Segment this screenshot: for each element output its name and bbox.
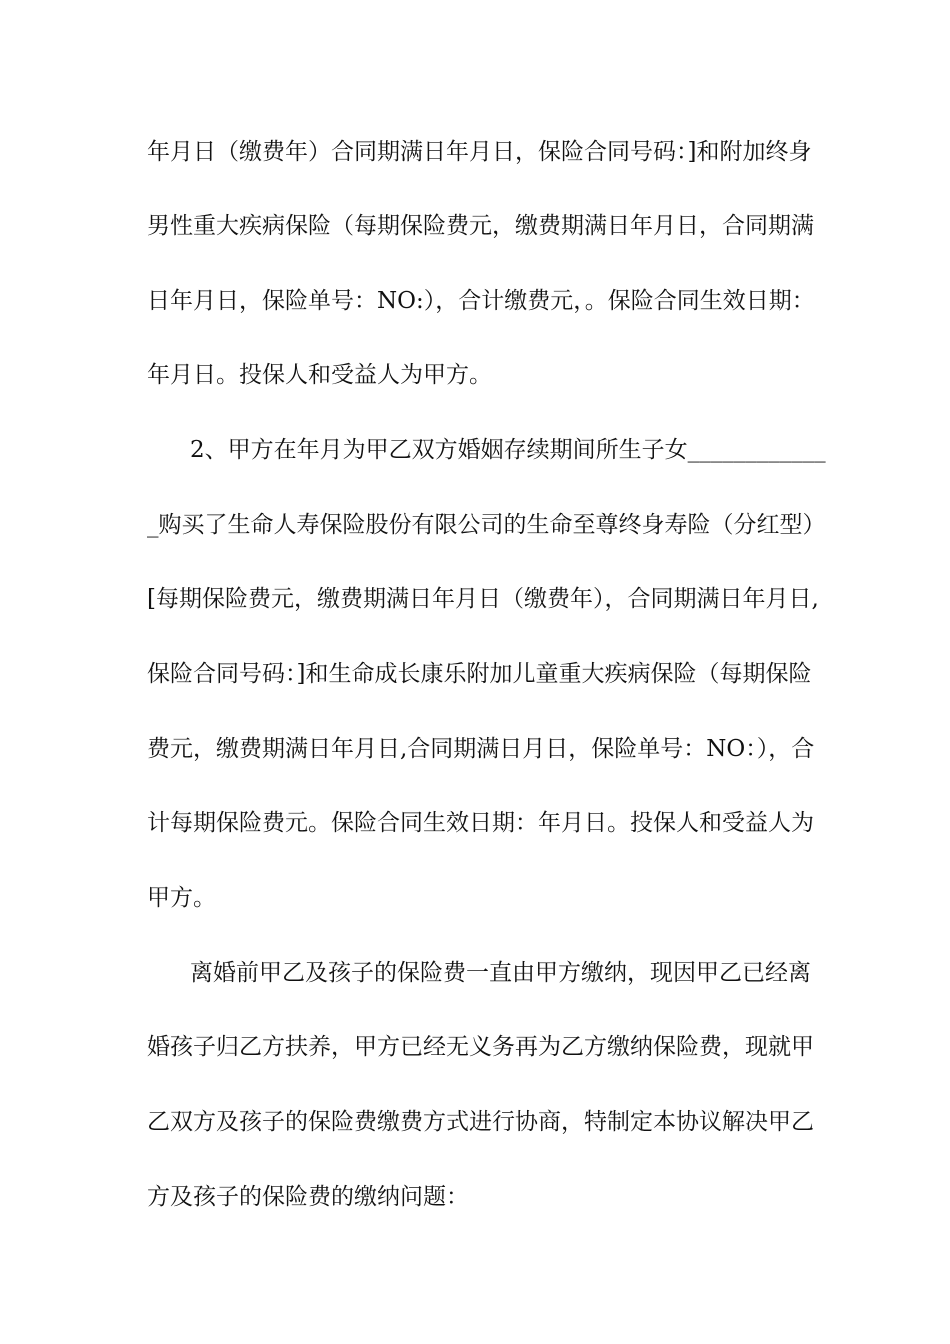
paragraph-line: 日年月日，保险单号：NO:），合计缴费元，。保险合同生效日期：	[147, 288, 815, 314]
paragraph-line: _购买了生命人寿保险股份有限公司的生命至尊终身寿险（分红型）	[147, 512, 826, 538]
paragraph-line: 甲方。	[147, 885, 216, 911]
paragraph-line: 费元，缴费期满日年月日,合同期满日月日，保险单号：NO：），合	[147, 736, 815, 762]
paragraph-line: [每期保险费元，缴费期满日年月日（缴费年），合同期满日年月日,	[147, 586, 819, 612]
paragraph-line: 计每期保险费元。保险合同生效日期：年月日。投保人和受益人为	[147, 810, 814, 836]
paragraph-line: 男性重大疾病保险（每期保险费元，缴费期满日年月日，合同期满	[147, 213, 814, 239]
paragraph-line: 2、甲方在年月为甲乙双方婚姻存续期间所生子女____________	[190, 437, 826, 463]
paragraph-line: 乙双方及孩子的保险费缴费方式进行协商，特制定本协议解决甲乙	[147, 1109, 814, 1135]
paragraph-line: 方及孩子的保险费的缴纳问题：	[147, 1184, 469, 1210]
paragraph-line: 保险合同号码：]和生命成长康乐附加儿童重大疾病保险（每期保险	[147, 661, 812, 687]
paragraph-line: 年月日。投保人和受益人为甲方。	[147, 362, 492, 388]
paragraph-line: 年月日（缴费年）合同期满日年月日，保险合同号码：]和附加终身	[147, 139, 812, 165]
paragraph-line: 离婚前甲乙及孩子的保险费一直由甲方缴纳，现因甲乙已经离	[190, 960, 811, 986]
paragraph-line: 婚孩子归乙方扶养，甲方已经无义务再为乙方缴纳保险费，现就甲	[147, 1034, 814, 1060]
